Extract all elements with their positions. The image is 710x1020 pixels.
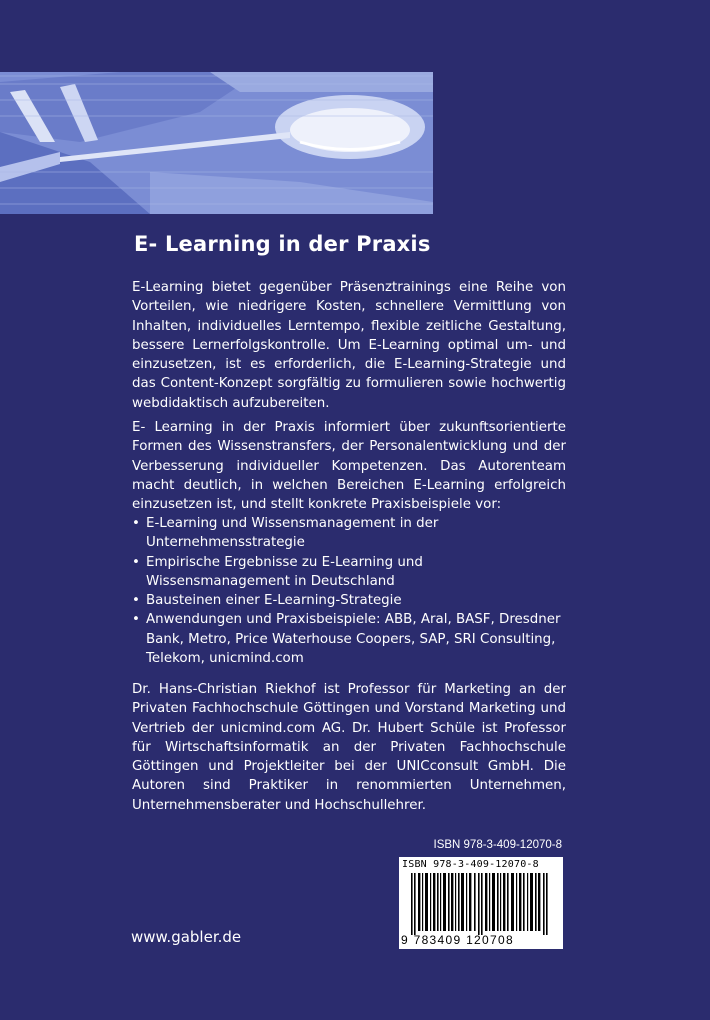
authors-paragraph: Dr. Hans-Christian Riekhof ist Professor für Marketing an der Privaten Fachhochschule Göttingen und Vorstand Marketing und Vertrieb der unicmind.com AG. Dr. Hubert Schüle ist Professor für Wirtschaftsinformatik an der Privaten Fachhochschule Göttingen und Projektleiter bei der UNICconsult GmbH. Die Autoren sind Praktiker in renommierten Unternehmen, Unternehmensberater und Hochschullehrer. (132, 682, 566, 813)
bullet-icon: • (132, 554, 140, 570)
barcode-isbn-text: ISBN 978-3-409-12070-8 (402, 859, 539, 870)
list-item-text: Anwendungen und Praxisbeispiele: ABB, Aral, BASF, Dresdner Bank, Metro, Price Waterhouse Coopers, SAP, SRI Consulting, Telekom, unicmind.com (146, 612, 561, 667)
description-paragraph: E- Learning in der Praxis informiert über zukunftsorientierte Formen des Wissenstransfers, der Personalentwicklung und der Verbesserung individueller Kompetenzen. Das Autorenteam macht deutlich, in welchen Bereichen E-Learning erfolgreich einzusetzen ist, und stellt konkrete Praxisbeispiele vor: (132, 420, 566, 513)
isbn-label: ISBN 978-3-409-12070-8 (433, 839, 562, 851)
list-item-text: Empirische Ergebnisse zu E-Learning und Wissensmanagement in Deutschland (146, 554, 423, 589)
topic-list (132, 514, 566, 668)
publisher-website: www.gabler.de (131, 928, 242, 946)
book-title: E- Learning in der Praxis (134, 232, 431, 256)
list-item-text: E-Learning und Wissensmanagement in der Unternehmensstrategie (146, 516, 439, 551)
list-item (132, 553, 566, 592)
list-item (132, 514, 566, 553)
list-item (132, 591, 566, 610)
list-item-text: Bausteinen einer E-Learning-Strategie (146, 593, 402, 609)
intro-paragraph: E-Learning bietet gegenüber Präsenztrainings eine Reihe von Vorteilen, wie niedrigere Kosten, schnellere Vermittlung von Inhalten, individuelles Lerntempo, flexible zeitliche Gestaltung, bessere Lernerfolgskontrolle. Um E-Learning optimal um- und einzusetzen, ist es erforderlich, die E-Learning-Strategie und das Content-Konzept sorgfältig zu formulieren sowie hochwertig webdidaktisch aufzubereiten. (132, 280, 566, 411)
bullet-icon: • (132, 612, 140, 628)
bullet-icon: • (132, 593, 140, 609)
bullet-icon: • (132, 516, 140, 531)
cover-photo (0, 72, 433, 214)
list-item (132, 610, 566, 668)
barcode-digits: 9 783409 120708 (401, 933, 514, 947)
barcode (399, 857, 563, 949)
